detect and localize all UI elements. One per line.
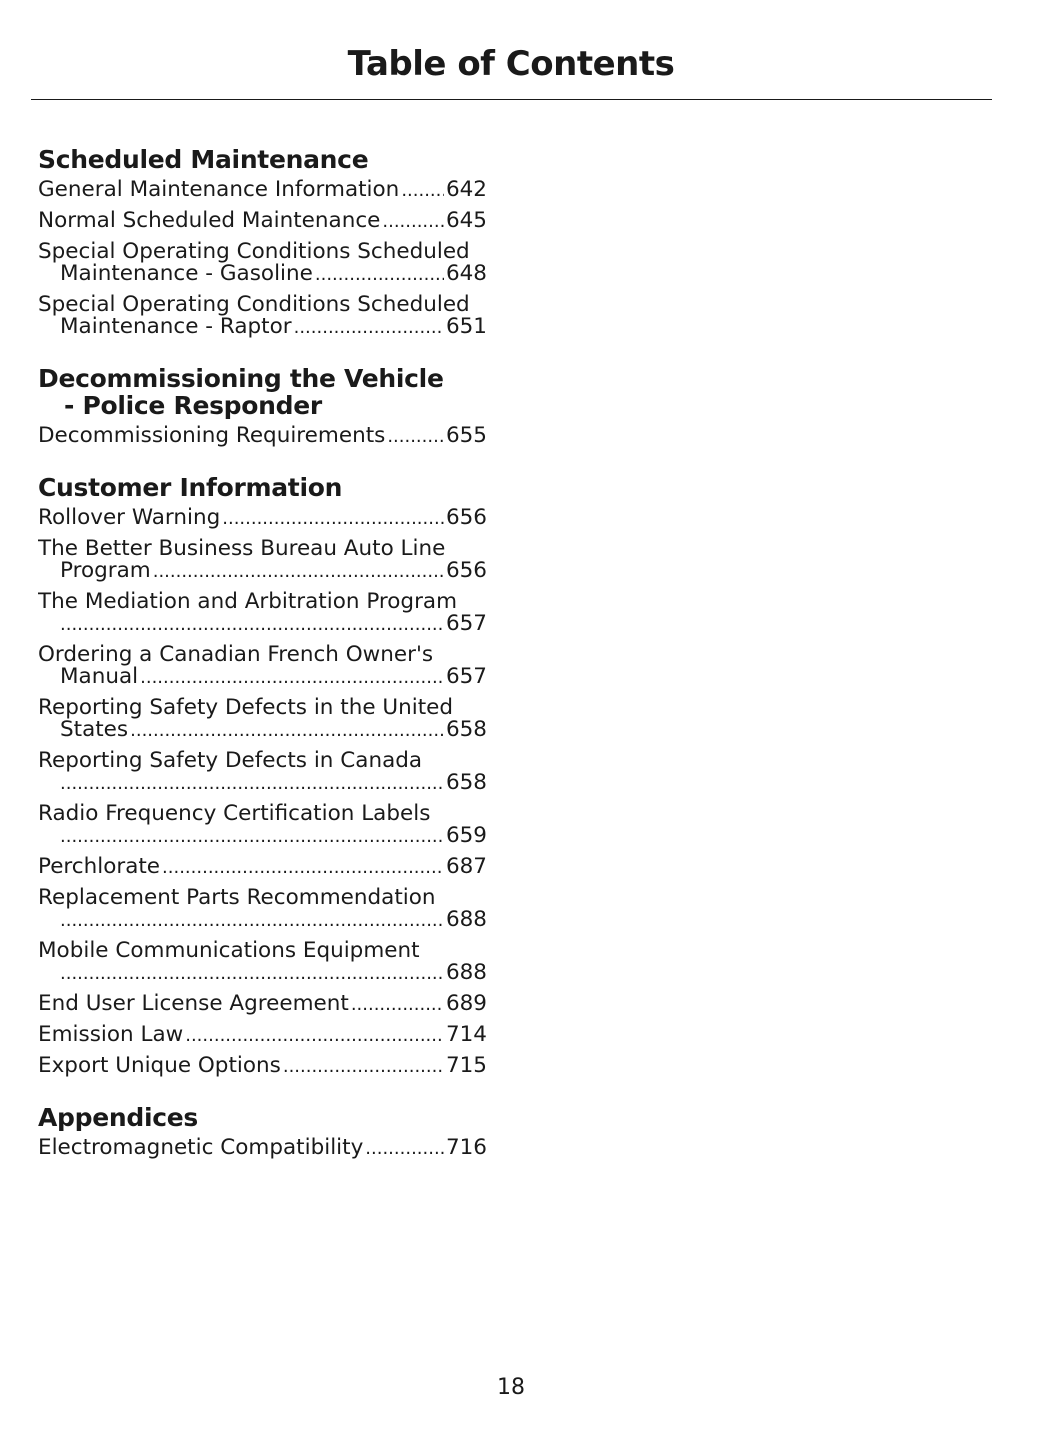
toc-section (38, 474, 487, 1078)
toc-entry[interactable] (38, 591, 487, 636)
section-heading (38, 474, 487, 501)
toc-entry-title: Normal Scheduled Maintenance (38, 210, 381, 233)
toc-entry[interactable] (38, 294, 487, 339)
toc-entry-title: Perchlorate (38, 856, 161, 879)
dot-leader (60, 962, 444, 985)
page-number: 18 (497, 1375, 525, 1400)
toc-entry-title: General Maintenance Information (38, 179, 400, 202)
toc-entry[interactable] (38, 697, 487, 742)
dot-leader (153, 560, 444, 583)
toc-entry-page: 651 (445, 316, 487, 339)
toc-entry-page: 642 (445, 179, 487, 202)
dot-leader (60, 909, 444, 932)
toc-entry-title: Electromagnetic Compatibility (38, 1137, 364, 1160)
toc-entry-page: 656 (445, 560, 487, 583)
toc-entry-page: 687 (445, 856, 487, 879)
toc-entry[interactable] (38, 1055, 487, 1078)
dot-leader (60, 772, 444, 795)
dot-leader (60, 613, 444, 636)
toc-section (38, 1104, 487, 1160)
toc-entry-title: End User License Agreement (38, 993, 349, 1016)
dot-leader (283, 1055, 444, 1078)
toc-entry-page: 658 (445, 772, 487, 795)
section-heading-text: Scheduled Maintenance (38, 145, 369, 174)
toc-entry-page: 648 (445, 263, 487, 286)
toc-entry-page: 659 (445, 825, 487, 848)
toc-entry[interactable] (38, 507, 487, 530)
dot-leader (387, 425, 444, 448)
toc-entry[interactable] (38, 993, 487, 1016)
toc-entry[interactable] (38, 803, 487, 848)
toc-entry-title: Export Unique Options (38, 1055, 281, 1078)
toc-entry[interactable] (38, 1137, 487, 1160)
toc-entry-title: Decommissioning Requirements (38, 425, 386, 448)
dot-leader (365, 1137, 444, 1160)
dot-leader (130, 719, 444, 742)
dot-leader (140, 666, 444, 689)
toc-entry-page: 657 (445, 613, 487, 636)
dot-leader (60, 825, 444, 848)
toc-entry[interactable] (38, 210, 487, 233)
toc-entry-title: Manual (60, 666, 139, 689)
toc-entry[interactable] (38, 538, 487, 583)
toc-entry[interactable] (38, 425, 487, 448)
dot-leader (351, 993, 444, 1016)
toc-entry[interactable] (38, 241, 487, 286)
toc-entry-page: 688 (445, 962, 487, 985)
section-heading-text: Customer Information (38, 473, 343, 502)
toc-entry-page: 657 (445, 666, 487, 689)
toc-entry-page: 716 (445, 1137, 487, 1160)
toc-entry-title: Special Operating Conditions Scheduled (38, 241, 470, 263)
toc-entry-title: Ordering a Canadian French Owner's (38, 644, 434, 666)
toc-entry-title: Maintenance - Raptor (60, 316, 292, 339)
toc-entry-page: 658 (445, 719, 487, 742)
toc-entry[interactable] (38, 940, 487, 985)
table-of-contents (38, 146, 487, 1186)
toc-entry-title: The Mediation and Arbitration Program (38, 591, 458, 613)
title-divider (31, 99, 992, 100)
toc-entry-title: Reporting Safety Defects in the United (38, 697, 454, 719)
toc-entry-title: Special Operating Conditions Scheduled (38, 294, 470, 316)
toc-entry-title: Program (60, 560, 151, 583)
toc-entry[interactable] (38, 856, 487, 879)
toc-entry-title: Replacement Parts Recommendation (38, 887, 436, 909)
section-heading (38, 1104, 487, 1131)
dot-leader (185, 1024, 444, 1047)
section-heading (38, 146, 487, 173)
toc-entry-page: 688 (445, 909, 487, 932)
toc-entry-title: Radio Frequency Certification Labels (38, 803, 431, 825)
toc-section (38, 365, 487, 448)
toc-entry-page: 656 (445, 507, 487, 530)
toc-entry[interactable] (38, 887, 487, 932)
toc-entry-page: 645 (445, 210, 487, 233)
dot-leader (382, 210, 444, 233)
toc-entry-title: Rollover Warning (38, 507, 221, 530)
toc-entry-title: Maintenance - Gasoline (60, 263, 313, 286)
toc-entry-page: 715 (445, 1055, 487, 1078)
toc-entry-title: The Better Business Bureau Auto Line (38, 538, 446, 560)
toc-entry-page: 655 (445, 425, 487, 448)
section-heading-text: Decommissioning the Vehicle (38, 364, 444, 393)
toc-entry[interactable] (38, 1024, 487, 1047)
section-heading (38, 365, 487, 419)
toc-entry-title: Reporting Safety Defects in Canada (38, 750, 423, 772)
section-heading-text: Appendices (38, 1103, 199, 1132)
dot-leader (162, 856, 444, 879)
section-heading-text: - Police Responder (64, 391, 322, 420)
dot-leader (222, 507, 444, 530)
toc-entry-page: 689 (445, 993, 487, 1016)
dot-leader (294, 316, 444, 339)
dot-leader (401, 179, 444, 202)
toc-entry-title: States (60, 719, 129, 742)
toc-entry[interactable] (38, 750, 487, 795)
toc-entry[interactable] (38, 644, 487, 689)
page-title: Table of Contents (347, 44, 675, 84)
toc-entry-title: Emission Law (38, 1024, 184, 1047)
toc-entry[interactable] (38, 179, 487, 202)
toc-section (38, 146, 487, 339)
toc-entry-page: 714 (445, 1024, 487, 1047)
toc-entry-title: Mobile Communications Equipment (38, 940, 420, 962)
dot-leader (315, 263, 444, 286)
